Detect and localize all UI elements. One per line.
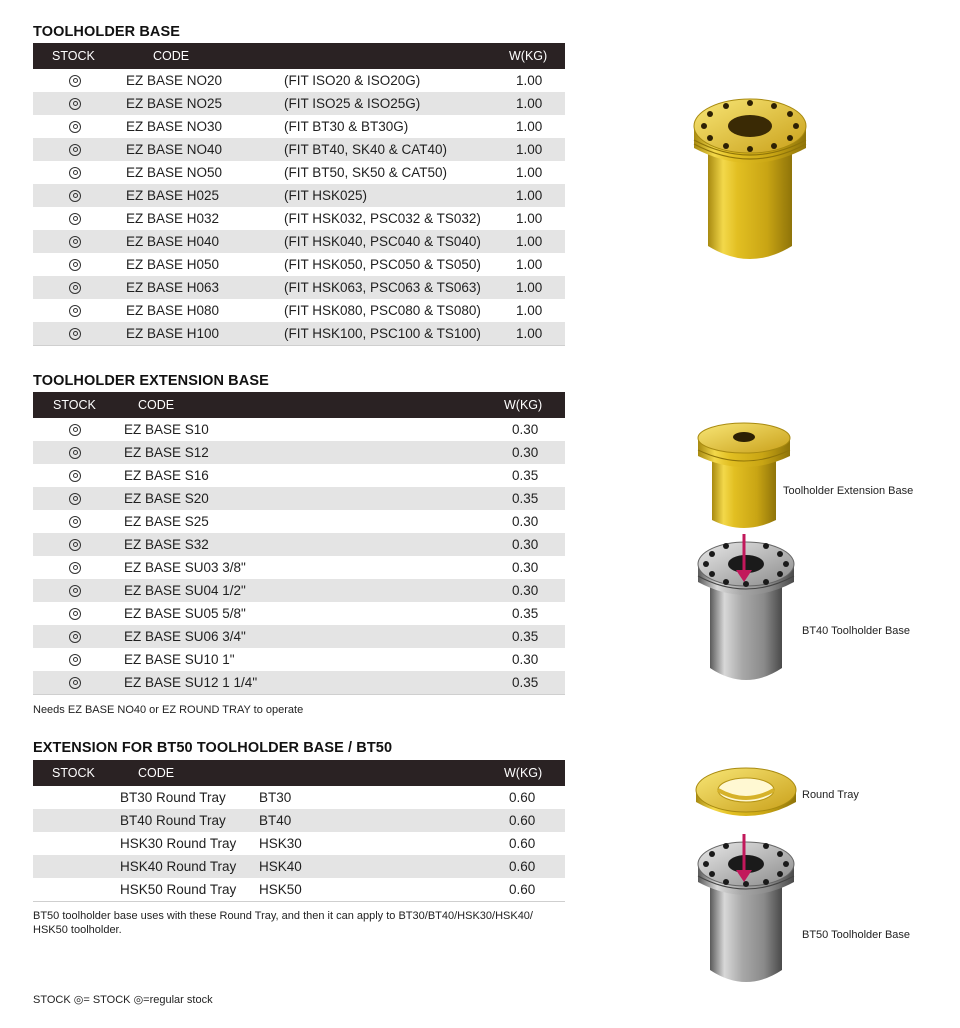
table-row [33,322,565,345]
cell-code: HSK30 Round Tray [120,836,237,851]
table-bottom-rule [33,694,565,695]
gold-toolholder-base-image [688,96,812,264]
cell-weight: 0.30 [512,583,539,598]
cell-code: EZ BASE NO40 [126,142,223,157]
table-body [33,786,565,901]
table-row [33,253,565,276]
cell-code: EZ BASE H040 [126,234,220,249]
cell-code: EZ BASE NO25 [126,96,223,111]
header-weight: W(KG) [509,49,548,63]
cell-code: EZ BASE S25 [124,514,209,529]
stock-icon [69,75,81,87]
table-row [33,69,565,92]
table-bottom-rule [33,901,565,902]
section-title-extension-base: TOOLHOLDER EXTENSION BASE [33,373,269,389]
cell-fit: (FIT BT50, SK50 & CAT50) [284,165,448,180]
extension-base-table [33,392,565,695]
caption-bt40-base: BT40 Toolholder Base [802,625,911,637]
cell-weight: 1.00 [516,211,543,226]
table-row [33,207,565,230]
header-stock: STOCK [53,398,96,412]
stock-icon [69,631,81,643]
cell-weight: 0.30 [512,652,539,667]
cell-fit: (FIT BT40, SK40 & CAT40) [284,142,448,157]
cell-code: EZ BASE NO30 [126,119,223,134]
table-body [33,69,565,345]
table-row [33,92,565,115]
cell-code: EZ BASE SU03 3/8" [124,560,246,575]
stock-icon [69,305,81,317]
bt40-base-image [694,534,798,684]
table-row [33,809,565,832]
cell-weight: 0.30 [512,537,539,552]
cell-weight: 0.60 [509,882,536,897]
stock-icon [69,516,81,528]
cell-code: EZ BASE H032 [126,211,220,226]
cell-weight: 0.30 [512,445,539,460]
table-row [33,161,565,184]
cell-weight: 1.00 [516,234,543,249]
bt50-note-line2: HSK50 toolholder. [33,924,122,936]
stock-icon [69,539,81,551]
cell-code: EZ BASE NO50 [126,165,223,180]
table-row [33,832,565,855]
bt50-extension-table [33,760,565,902]
table-row [33,648,565,671]
bt50-note [33,909,533,937]
table-row [33,556,565,579]
cell-fit: (FIT HSK025) [284,188,368,203]
stock-icon [69,424,81,436]
cell-weight: 0.35 [512,468,539,483]
table-row [33,510,565,533]
stock-icon [69,608,81,620]
stock-icon [69,236,81,248]
section-title-toolholder-base: TOOLHOLDER BASE [33,24,181,40]
cell-fit: (FIT HSK100, PSC100 & TS100) [284,326,481,341]
section-title-bt50-extension: EXTENSION FOR BT50 TOOLHOLDER BASE / BT50 [33,740,393,756]
table-row [33,579,565,602]
cell-weight: 1.00 [516,96,543,111]
stock-icon [69,259,81,271]
extension-base-image [696,420,792,532]
cell-fit: (FIT HSK080, PSC080 & TS080) [284,303,481,318]
cell-code: EZ BASE H080 [126,303,220,318]
cell-weight: 1.00 [516,73,543,88]
cell-weight: 1.00 [516,257,543,272]
cell-fit: HSK40 [259,859,302,874]
cell-weight: 0.30 [512,560,539,575]
table-header [33,392,565,418]
table-row [33,625,565,648]
table-row [33,441,565,464]
cell-fit: (FIT ISO25 & ISO25G) [284,96,421,111]
cell-fit: BT30 [259,790,292,805]
cell-fit: (FIT HSK032, PSC032 & TS032) [284,211,481,226]
stock-icon [69,213,81,225]
header-weight: W(KG) [504,766,543,780]
table-row [33,487,565,510]
table-row [33,418,565,441]
table-row [33,855,565,878]
stock-icon [69,144,81,156]
table-header [33,760,565,786]
cell-code: HSK40 Round Tray [120,859,237,874]
cell-code: EZ BASE NO20 [126,73,223,88]
table-row [33,138,565,161]
cell-code: HSK50 Round Tray [120,882,237,897]
table-header [33,43,565,69]
table-row [33,602,565,625]
cell-code: EZ BASE SU06 3/4" [124,629,246,644]
cell-weight: 0.35 [512,491,539,506]
header-code: CODE [138,766,175,780]
cell-code: EZ BASE S16 [124,468,209,483]
cell-fit: HSK30 [259,836,302,851]
cell-code: EZ BASE H063 [126,280,220,295]
toolholder-base-table [33,43,565,346]
cell-weight: 0.60 [509,813,536,828]
cell-fit: (FIT HSK040, PSC040 & TS040) [284,234,481,249]
stock-icon [69,585,81,597]
cell-code: EZ BASE S32 [124,537,209,552]
cell-code: EZ BASE SU04 1/2" [124,583,246,598]
stock-icon [69,98,81,110]
stock-icon [69,447,81,459]
stock-icon [69,677,81,689]
cell-weight: 0.60 [509,859,536,874]
cell-weight: 1.00 [516,326,543,341]
caption-extension-base: Toolholder Extension Base [783,485,914,497]
stock-icon [69,167,81,179]
stock-icon [69,493,81,505]
cell-code: EZ BASE S12 [124,445,209,460]
cell-weight: 1.00 [516,280,543,295]
table-row [33,533,565,556]
caption-bt50-base: BT50 Toolholder Base [802,929,911,941]
cell-code: EZ BASE S10 [124,422,209,437]
stock-legend: STOCK ◎= STOCK ◎=regular stock [33,994,213,1006]
header-code: CODE [153,49,190,63]
cell-weight: 0.60 [509,836,536,851]
extension-base-note: Needs EZ BASE NO40 or EZ ROUND TRAY to operate [33,704,304,716]
header-weight: W(KG) [504,398,543,412]
bt50-note-line1: BT50 toolholder base uses with these Round Tray, and then it can apply to BT30/BT40/HSK30/HSK40/ [33,910,533,922]
table-row [33,184,565,207]
stock-icon [69,470,81,482]
cell-fit: (FIT HSK063, PSC063 & TS063) [284,280,481,295]
cell-weight: 1.00 [516,165,543,180]
cell-weight: 1.00 [516,119,543,134]
cell-weight: 0.35 [512,675,539,690]
cell-fit: HSK50 [259,882,302,897]
cell-fit: BT40 [259,813,292,828]
header-stock: STOCK [52,49,95,63]
cell-code: EZ BASE S20 [124,491,209,506]
round-tray-image [694,766,798,828]
table-row [33,276,565,299]
bt50-base-image [694,834,798,986]
cell-fit: (FIT ISO20 & ISO20G) [284,73,421,88]
cell-weight: 0.35 [512,606,539,621]
stock-icon [69,328,81,340]
stock-icon [69,121,81,133]
stock-icon [69,190,81,202]
cell-fit: (FIT BT30 & BT30G) [284,119,409,134]
cell-weight: 1.00 [516,142,543,157]
cell-weight: 0.30 [512,422,539,437]
cell-fit: (FIT HSK050, PSC050 & TS050) [284,257,481,272]
cell-weight: 0.35 [512,629,539,644]
cell-code: EZ BASE H100 [126,326,220,341]
cell-weight: 0.30 [512,514,539,529]
header-stock: STOCK [52,766,95,780]
cell-code: EZ BASE H025 [126,188,220,203]
table-row [33,671,565,694]
table-body [33,418,565,694]
caption-round-tray: Round Tray [802,789,859,801]
table-row [33,299,565,322]
table-row [33,464,565,487]
table-row [33,115,565,138]
stock-icon [69,654,81,666]
cell-weight: 1.00 [516,188,543,203]
header-code: CODE [138,398,175,412]
cell-code: EZ BASE H050 [126,257,220,272]
cell-code: EZ BASE SU05 5/8" [124,606,246,621]
cell-code: EZ BASE SU12 1 1/4" [124,675,258,690]
table-row [33,878,565,901]
table-bottom-rule [33,345,565,346]
cell-code: EZ BASE SU10 1" [124,652,235,667]
table-row [33,230,565,253]
stock-icon [69,282,81,294]
cell-weight: 0.60 [509,790,536,805]
stock-icon [69,562,81,574]
cell-weight: 1.00 [516,303,543,318]
cell-code: BT30 Round Tray [120,790,226,805]
cell-code: BT40 Round Tray [120,813,226,828]
table-row [33,786,565,809]
